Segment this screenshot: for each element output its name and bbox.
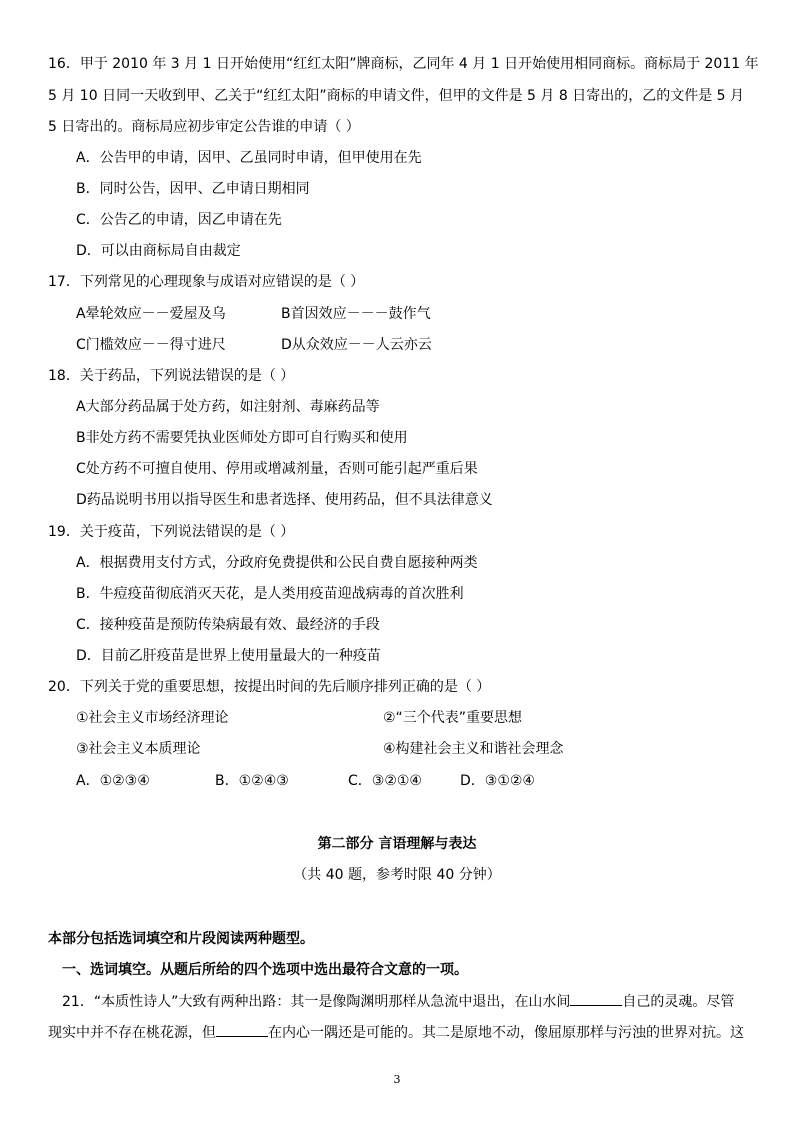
q18-option-a: A大部分药品属于处方药，如注射剂、毒麻药品等	[76, 399, 380, 415]
q19-stem: 19．关于疫苗，下列说法错误的是（ ）	[48, 524, 295, 540]
q19-option-d: D．目前乙肝疫苗是世界上使用量最大的一种疫苗	[76, 648, 381, 664]
q21-blank-2[interactable]	[216, 1022, 268, 1037]
section1-instruction: 一、选词填空。从题后所给的四个选项中选出最符合文意的一项。	[62, 962, 468, 978]
q17-option-a: A晕轮效应－－爱屋及乌	[76, 306, 226, 322]
q20-stem: 20．下列关于党的重要思想，按提出时间的先后顺序排列正确的是（ ）	[48, 679, 491, 695]
part2-title: 第二部分 言语理解与表达	[317, 836, 477, 852]
q20-item-4: ④构建社会主义和谐社会理念	[383, 741, 564, 757]
q21-line1	[62, 991, 734, 1012]
page-number: 3	[393, 1073, 401, 1086]
q16-stem-line1: 16．甲于 2010 年 3 月 1 日开始使用“红红太阳”牌商标，乙同年 4 月 1 日开始使用相同商标。商标局于 2011 年	[48, 56, 759, 72]
q16-stem-line3: 5 日寄出的。商标局应初步审定公告谁的申请（ ）	[48, 119, 360, 135]
q17-option-c: C门槛效应－－得寸进尺	[76, 337, 226, 353]
q17-option-b: B首因效应－－－鼓作气	[281, 306, 431, 322]
q19-option-b: B．牛痘疫苗彻底消灭天花，是人类用疫苗迎战病毒的首次胜利	[76, 586, 464, 602]
q17-stem: 17．下列常见的心理现象与成语对应错误的是（ ）	[48, 274, 365, 290]
q16-option-d: D．可以由商标局自由裁定	[76, 243, 241, 259]
q18-option-d: D药品说明书用以指导医生和患者选择、使用药品，但不具法律意义	[76, 492, 493, 508]
q21-line2-text-b: 在内心一隅还是可能的。其二是原地不动，像屈原那样与污浊的世界对抗。这	[268, 1025, 744, 1041]
q20-option-c: C．③②①④	[348, 773, 422, 789]
q17-option-d: D从众效应－－人云亦云	[281, 337, 432, 353]
q20-item-1: ①社会主义市场经济理论	[76, 710, 229, 726]
q19-option-c: C．接种疫苗是预防传染病最有效、最经济的手段	[76, 617, 380, 633]
q20-item-3: ③社会主义本质理论	[76, 741, 201, 757]
q21-line1-text-a: 21．“本质性诗人”大致有两种出路：其一是像陶渊明那样从急流中退出，在山水间	[62, 994, 571, 1010]
part2-intro: 本部分包括选词填空和片段阅读两种题型。	[48, 931, 314, 947]
q18-option-b: B非处方药不需要凭执业医师处方即可自行购买和使用	[76, 430, 408, 446]
q16-stem-line2: 5 月 10 日同一天收到甲、乙关于“红红太阳”商标的申请文件，但甲的文件是 5 月 8 日寄出的，乙的文件是 5 月	[48, 88, 744, 104]
q18-option-c: C处方药不可擅自使用、停用或增减剂量，否则可能引起严重后果	[76, 461, 478, 477]
q19-option-a: A．根据费用支付方式，分政府免费提供和公民自费自愿接种两类	[76, 555, 478, 571]
q16-option-c: C．公告乙的申请，因乙申请在先	[76, 212, 282, 228]
q16-option-b: B．同时公告，因甲、乙申请日期相同	[76, 181, 310, 197]
q21-line1-text-b: 自己的灵魂。尽管	[622, 994, 735, 1010]
q20-item-2: ②“三个代表”重要思想	[383, 710, 523, 726]
q20-option-d: D．③①②④	[460, 773, 535, 789]
q20-option-b: B．①②④③	[215, 773, 289, 789]
q21-line2-text-a: 现实中并不存在桃花源，但	[48, 1025, 216, 1041]
q21-blank-1[interactable]	[570, 991, 622, 1006]
q21-line2	[48, 1022, 744, 1043]
q16-option-a: A．公告甲的申请，因甲、乙虽同时申请，但甲使用在先	[76, 150, 422, 166]
part2-subtitle: （共 40 题，参考时限 40 分钟）	[293, 867, 501, 883]
q18-stem: 18．关于药品，下列说法错误的是（ ）	[48, 368, 295, 384]
q20-option-a: A．①②③④	[76, 773, 150, 789]
